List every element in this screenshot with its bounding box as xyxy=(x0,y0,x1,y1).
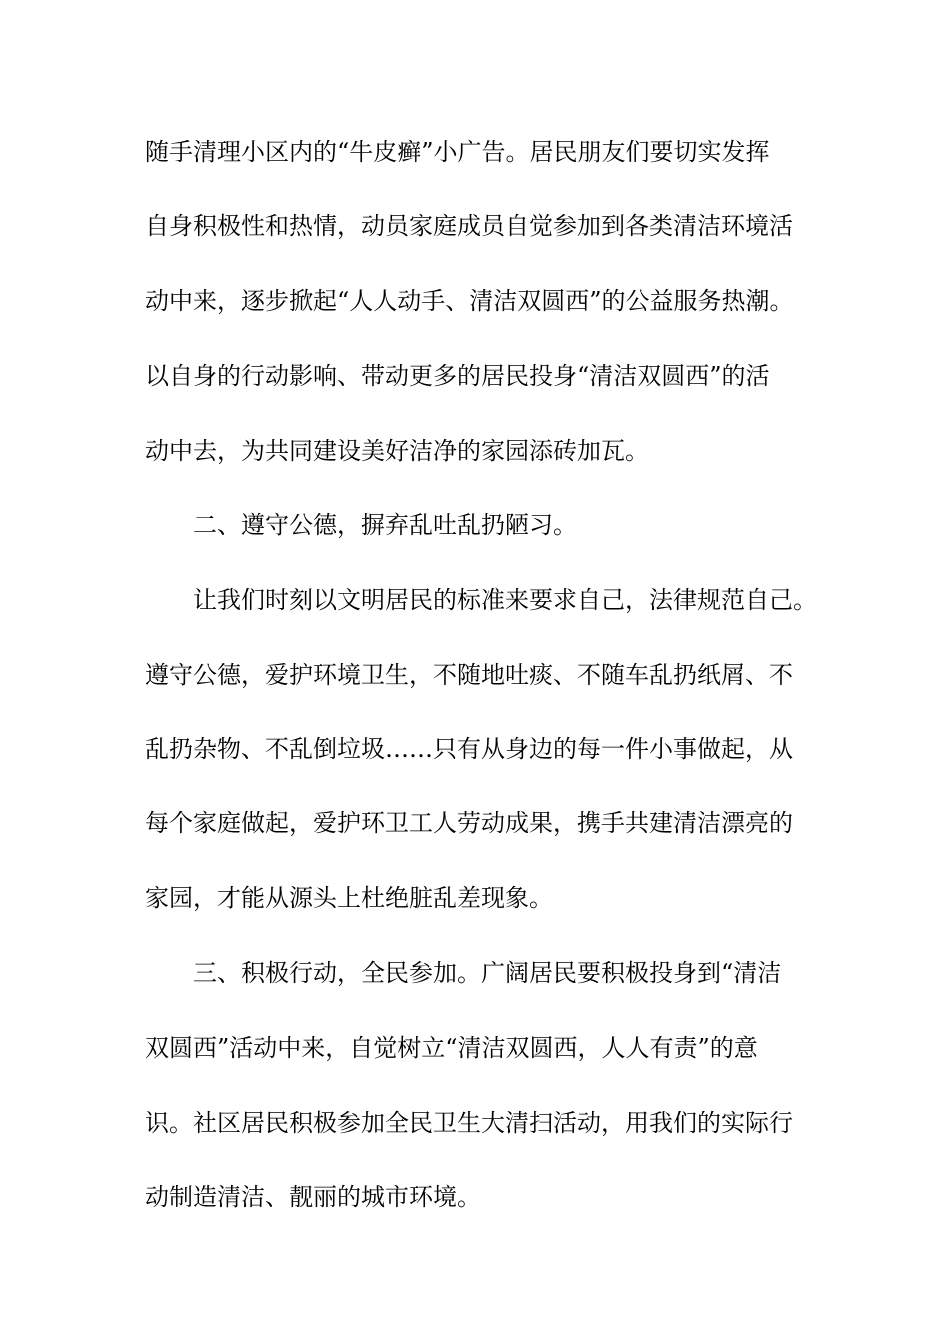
text-line: 自身积极性和热情，动员家庭成员自觉参加到各类清洁环境活 xyxy=(145,212,793,240)
section-heading: 二、遵守公德，摒弃乱吐乱扔陋习。 xyxy=(193,511,577,539)
text-line: 动中来，逐步掀起“人人动手、清洁双圆西”的公益服务热潮。 xyxy=(145,287,794,315)
text-line: 以自身的行动影响、带动更多的居民投身“清洁双圆西”的活 xyxy=(145,362,770,390)
section-heading: 三、积极行动，全民参加。广阔居民要积极投身到“清洁 xyxy=(193,959,782,987)
paragraph-start: 让我们时刻以文明居民的标准来要求自己，法律规范自己。 xyxy=(193,586,817,614)
text-line: 乱扔杂物、不乱倒垃圾……只有从身边的每一件小事做起，从 xyxy=(145,735,793,763)
text-line: 家园，才能从源头上杜绝脏乱差现象。 xyxy=(145,884,553,912)
text-line: 每个家庭做起，爱护环卫工人劳动成果，携手共建清洁漂亮的 xyxy=(145,809,793,837)
text-line: 动中去，为共同建设美好洁净的家园添砖加瓦。 xyxy=(145,437,649,465)
text-line: 识。社区居民积极参加全民卫生大清扫活动，用我们的实际行 xyxy=(145,1109,793,1137)
text-line: 动制造清洁、靓丽的城市环境。 xyxy=(145,1183,481,1211)
text-line: 遵守公德，爱护环境卫生，不随地吐痰、不随车乱扔纸屑、不 xyxy=(145,661,793,689)
text-line: 随手清理小区内的“牛皮癣”小广告。居民朋友们要切实发挥 xyxy=(145,138,770,166)
text-line: 双圆西”活动中来，自觉树立“清洁双圆西，人人有责”的意 xyxy=(145,1034,758,1062)
